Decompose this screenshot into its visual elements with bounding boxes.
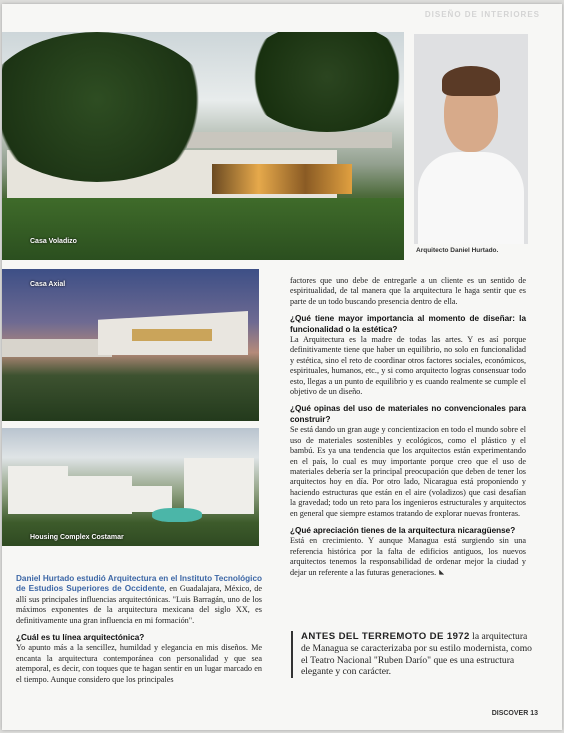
answer-materiales: Se está dando un gran auge y concientizacion en todo el mundo sobre el uso de materiales sostenibles y ecológicos, como el plástico y el bambú. Es ya una tendencia que los arquitectos están experimentando en el país, lo cual es muy importante porque creo que el uso de materiales debería ser la principal preocupación que deben de tener los arquitectos hoy en día. Por otro lado, Nicaragua está proponiendo y haciendo estructuras que están en el aire (voladizos) que casi desafían la gravedad; todo un reto para los ingenieros estructurales y arquitectos en general que siempre estamos tratando de explorar nuevas fronteras. — [290, 425, 526, 518]
house-glass — [212, 164, 352, 194]
left-column — [16, 574, 262, 685]
pull-quote-text: la arquitectura de Managua se caracterizaba por su estilo modernista, como el Teatro Nacional "Ruben Darío" que es una estructura elegante y con carácter. — [301, 631, 532, 678]
question-linea: ¿Cuál es tu línea arquitectónica? — [16, 633, 145, 643]
magazine-page — [2, 4, 562, 730]
housing-complex-photo — [2, 428, 259, 546]
housing-caption: Housing Complex Costamar — [30, 534, 124, 541]
house-window — [132, 329, 212, 341]
casa-axial-caption: Casa Axial — [30, 281, 66, 288]
continued-paragraph: factores que uno debe de entregarle a un cliente es un sentido de espiritualidad, de tal manera que la arquitectura le haga sentir que es parte de un todo buscando presencia dentro de ella. — [290, 276, 526, 306]
pull-quote-lead: ANTES DEL TERREMOTO DE 1972 — [301, 631, 470, 642]
casa-voladizo-photo — [2, 32, 404, 260]
intro-rest: , en Guadalajara, México, de allí sus principales influencias arquitectónicas. "Luis Barragán, uno de los máximos exponentes de la arquitectura mexicana del siglo XX, es definitivamente una gran influencia en mi formación". — [16, 584, 263, 625]
right-column — [290, 276, 526, 578]
shirt — [418, 152, 524, 244]
magazine-name: DISCOVER — [491, 710, 529, 717]
building-b — [62, 476, 132, 514]
section-label: DISEÑO DE INTERIORES — [424, 10, 540, 19]
casa-axial-photo — [2, 269, 259, 421]
intro-lead: Daniel Hurtado estudió Arquitectura en el Instituto Tecnológico de Estudios Superiores de Occidente — [16, 574, 262, 594]
question-nicaraguense: ¿Qué apreciación tienes de la arquitectura nicaragüense? — [290, 525, 516, 535]
question-funcionalidad: ¿Qué tiene mayor importancia al momento de diseñar: la funcionalidad o la estética? — [290, 314, 526, 334]
answer-linea: Yo apunto más a la sencillez, humildad y elegancia en mis diseños. Me encanta la arquitectura contemporánea con personalidad y que sea atemporal, es decir, con toques que te hagan sentir en un lugar marcado en el tiempo. Aunque considero que los principales — [16, 643, 262, 684]
portrait-caption: Arquitecto Daniel Hurtado. — [416, 247, 499, 254]
tree-right — [242, 32, 404, 132]
lawn — [2, 198, 404, 260]
house-low-wing — [2, 339, 112, 357]
answer-nicaraguense-text: Está en crecimiento. Y aunque Managua está surgiendo sin una referencia histórica por la falta de edificios antiguos, los nuevos arquitectos tenemos la responsabilidad de ordenar mejor la ciudad y dejar un referente a las futuras generaciones. — [290, 536, 526, 577]
pool — [152, 508, 202, 522]
intro-paragraph — [16, 574, 262, 626]
answer-nicaraguense — [290, 536, 526, 578]
house-roof — [187, 132, 392, 148]
hair — [442, 66, 500, 96]
end-mark-icon — [439, 570, 444, 575]
page-footer — [492, 710, 538, 717]
pull-quote — [291, 631, 533, 678]
casa-voladizo-caption: Casa Voladizo — [30, 238, 77, 245]
page-number: 13 — [530, 710, 538, 717]
building-d — [184, 458, 254, 514]
answer-funcionalidad: La Arquitectura es la madre de todas las artes. Y es así porque definitivamente tiene que haber un equilibrio, no solo en funcionalidad y estética, sino el reto de coordinar otros factores sociales, económicos, espirituales, humanos, etc., y si como arquitecto logras consensuar todo esto, llegas a un punto de equilibrio y es cuando realmente se cumple el objetivo de un diseño. — [290, 335, 526, 397]
question-materiales: ¿Qué opinas del uso de materiales no convencionales para construir? — [290, 404, 526, 424]
portrait-photo — [414, 34, 528, 244]
building-a — [8, 466, 68, 514]
